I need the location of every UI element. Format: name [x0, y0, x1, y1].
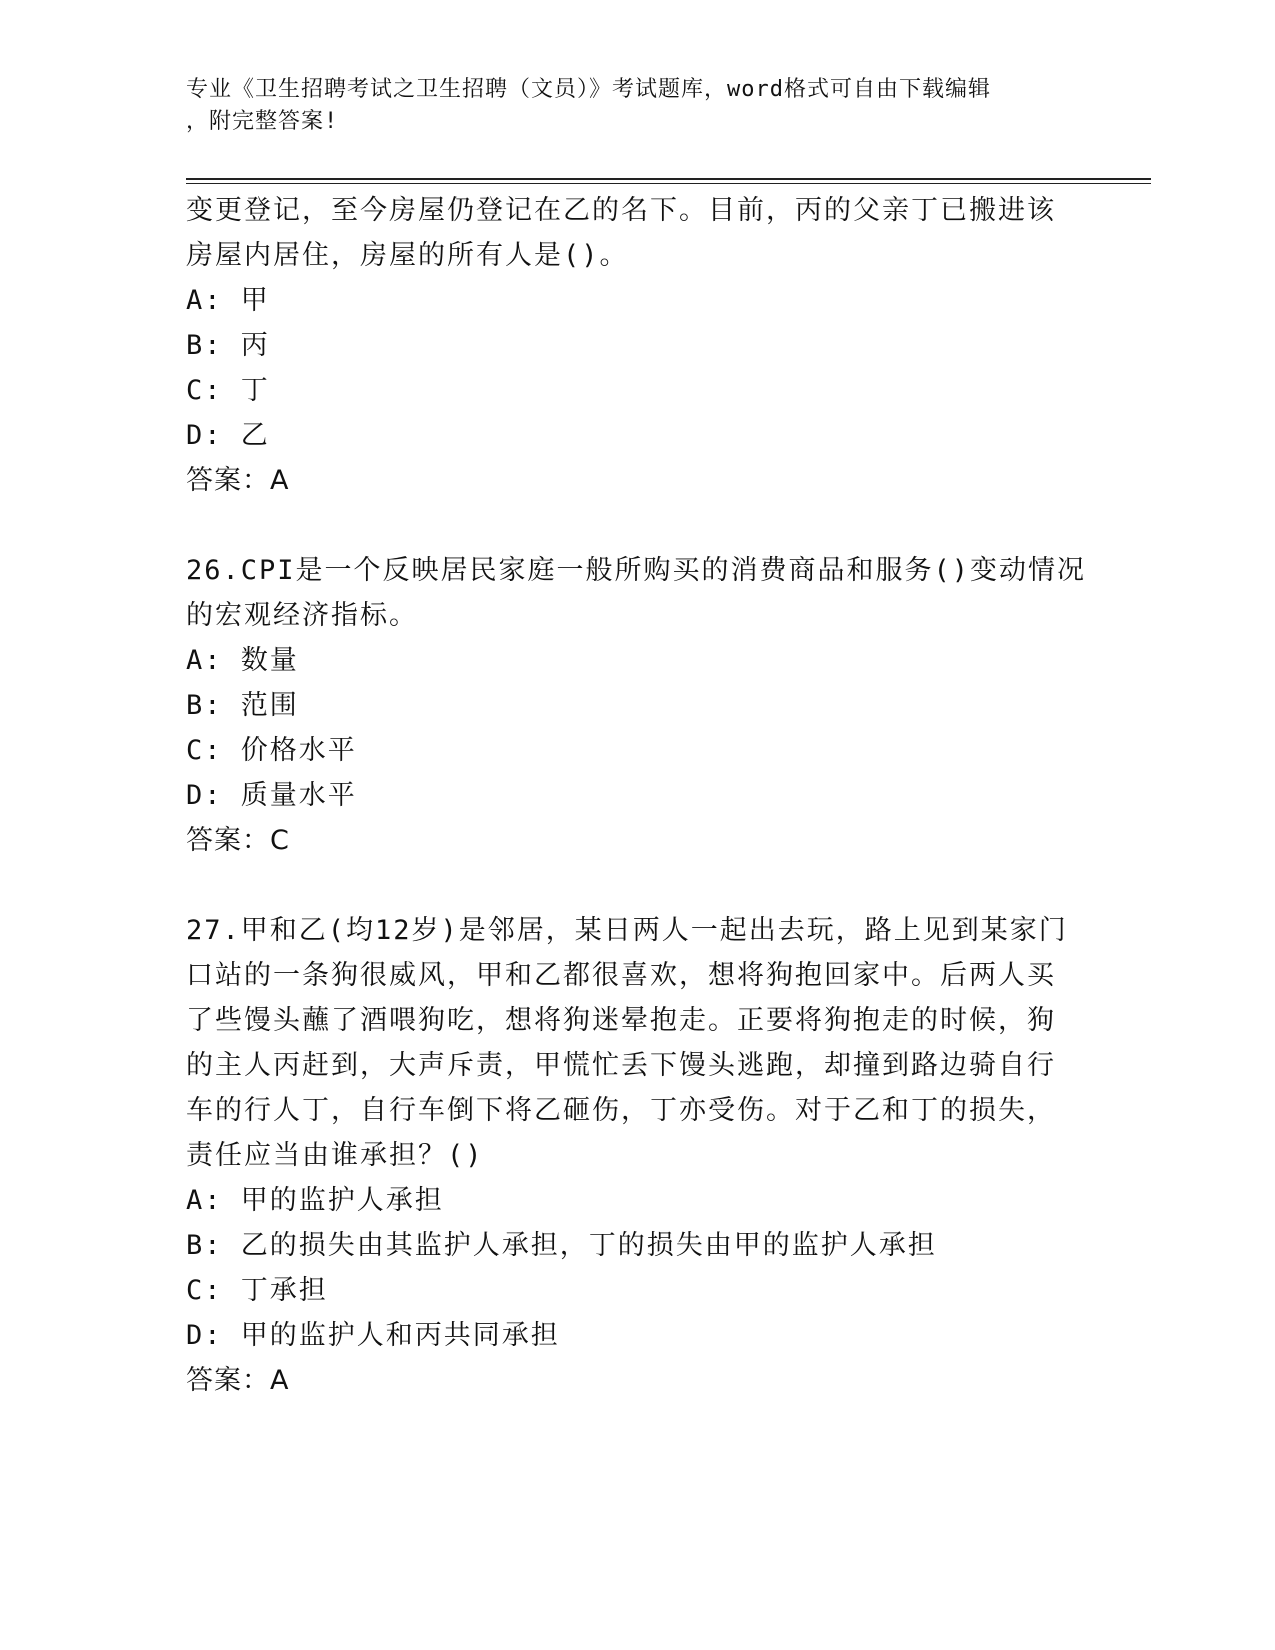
document-header — [186, 74, 1066, 138]
option-c: C: 价格水平 — [186, 735, 357, 766]
question-27 — [186, 908, 1066, 1403]
option-a: A: 数量 — [186, 645, 299, 676]
option-d: D: 甲的监护人和丙共同承担 — [186, 1320, 560, 1351]
answer-line: 答案：A — [186, 465, 290, 496]
answer-line: 答案：C — [186, 825, 290, 856]
question-spacer — [186, 863, 1066, 908]
question-25 — [186, 188, 1066, 503]
question-text-line: 了些馒头蘸了酒喂狗吃，想将狗迷晕抱走。正要将狗抱走的时候，狗 — [186, 1005, 1056, 1036]
option-d: D: 质量水平 — [186, 780, 357, 811]
question-text-line: 口站的一条狗很威风，甲和乙都很喜欢，想将狗抱回家中。后两人买 — [186, 960, 1056, 991]
option-d: D: 乙 — [186, 420, 270, 451]
document-body — [186, 188, 1087, 1403]
option-b: B: 丙 — [186, 330, 270, 361]
question-spacer — [186, 503, 1066, 548]
header-divider-thin — [186, 183, 1151, 184]
header-line-2: ，附完整答案! — [186, 109, 339, 134]
question-text-line: 变更登记，至今房屋仍登记在乙的名下。目前，丙的父亲丁已搬进该 — [186, 195, 1056, 226]
question-text-line: 的主人丙赶到，大声斥责，甲慌忙丢下馒头逃跑，却撞到路边骑自行 — [186, 1050, 1056, 1081]
question-text-line: 的宏观经济指标。 — [186, 600, 418, 631]
option-c: C: 丁 — [186, 375, 270, 406]
option-c: C: 丁承担 — [186, 1275, 328, 1306]
question-text-line: 26.CPI是一个反映居民家庭一般所购买的消费商品和服务()变动情况 — [186, 555, 1087, 586]
option-b: B: 乙的损失由其监护人承担，丁的损失由甲的监护人承担 — [186, 1230, 937, 1261]
header-line-1: 专业《卫生招聘考试之卫生招聘（文员）》考试题库，word格式可自由下载编辑 — [186, 77, 991, 102]
question-text-line: 房屋内居住，房屋的所有人是()。 — [186, 240, 629, 271]
question-26 — [186, 548, 1087, 863]
header-divider-thick — [186, 178, 1151, 180]
question-text-line: 车的行人丁，自行车倒下将乙砸伤，丁亦受伤。对于乙和丁的损失， — [186, 1095, 1056, 1126]
option-a: A: 甲 — [186, 285, 270, 316]
question-text-line: 责任应当由谁承担？() — [186, 1140, 484, 1171]
answer-line: 答案：A — [186, 1365, 290, 1396]
option-b: B: 范围 — [186, 690, 299, 721]
question-text-line: 27.甲和乙(均12岁)是邻居，某日两人一起出去玩，路上见到某家门 — [186, 915, 1068, 946]
option-a: A: 甲的监护人承担 — [186, 1185, 444, 1216]
